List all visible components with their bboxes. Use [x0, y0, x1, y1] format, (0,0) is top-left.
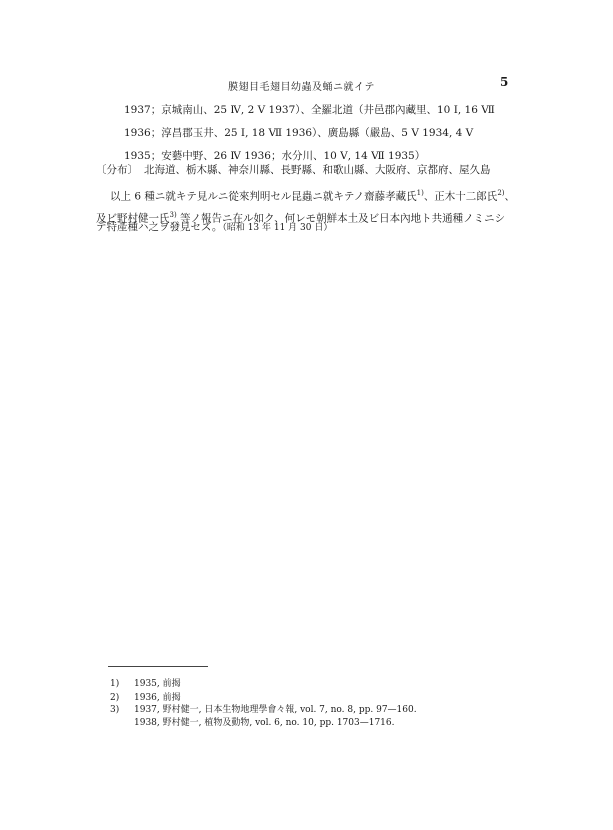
footnote-text: 1936, 前揭 — [134, 693, 181, 703]
distribution-text: 北海道、栃木縣、神奈川縣、長野縣、和歌山縣、大阪府、京都府、屋久島 — [144, 164, 491, 176]
footnote-text: 1935, 前揭 — [134, 679, 181, 689]
paragraph-line-1 — [110, 186, 515, 204]
paragraph-date: （昭和 13 年 11 月 30 日） — [222, 223, 333, 233]
body-line-1: 1937；京城南山、25 Ⅳ, 2 Ⅴ 1937）、全羅北道（井邑郡內藏里、10 Ⅰ, 16 Ⅶ — [124, 104, 495, 116]
footnote-2 — [110, 692, 181, 704]
footnote-3 — [110, 704, 417, 716]
paragraph-text-e: 等ノ報告ニ在ル如ク、何レモ朝鮮本土及ビ日本內地ト共通種ノミニシ — [176, 212, 506, 225]
paragraph-line-3 — [96, 220, 332, 235]
page-number: 5 — [500, 75, 509, 89]
footnote-ref-2: 2) — [497, 189, 505, 197]
body-line-3: 1935；安藝中野、26 Ⅳ 1936；水分川、10 Ⅴ, 14 Ⅶ 1935） — [124, 150, 426, 162]
footnote-ref-3: 3) — [169, 211, 177, 219]
footnote-divider — [108, 666, 208, 667]
footnote-1 — [110, 678, 181, 690]
distribution-label: 〔分布〕 — [96, 164, 138, 176]
footnote-number: 3) — [110, 705, 120, 715]
footnote-number: 2) — [110, 693, 120, 703]
distribution-line — [96, 163, 491, 177]
paragraph-text-d: 及ビ野村健一氏 — [96, 212, 170, 225]
footnote-number: 1) — [110, 679, 120, 689]
footnote-text: 1937, 野村健一, 日本生物地理學會々報, vol. 7, no. 8, pp. 97—160. — [134, 705, 417, 715]
body-line-2: 1936；淳昌郡玉井、25 Ⅰ, 18 Ⅶ 1936）、廣島縣（嚴島、5 Ⅴ 1934, 4 Ⅴ — [124, 127, 474, 139]
footnote-ref-1: 1) — [416, 189, 424, 197]
paragraph-text-b: 、正木十二郎氏 — [423, 190, 498, 203]
running-head: 膜翅目毛翅目幼蟲及蛹ニ就イテ — [228, 82, 375, 93]
paragraph-text-f: テ特產種ハ之ヲ發見セズ。 — [96, 221, 223, 233]
paragraph-text-c: 、 — [504, 190, 515, 203]
footnote-text: 1938, 野村健一, 植物及動物, vol. 6, no. 10, pp. 1703—1716. — [134, 718, 395, 728]
paragraph-text-a: 以上 6 種ニ就キテ見ルニ從來判明セル昆蟲ニ就キテノ齋藤孝藏氏 — [110, 190, 417, 203]
footnote-3-continuation — [134, 717, 395, 729]
